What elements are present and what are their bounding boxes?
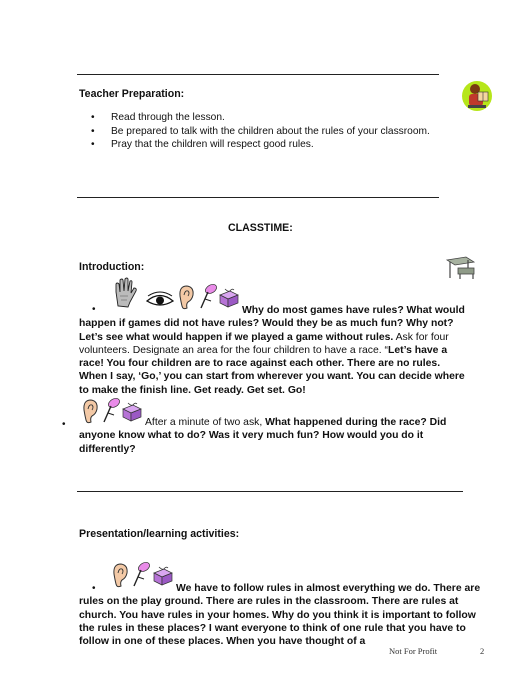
intro-bullet-2: • xyxy=(62,419,66,430)
teacher-prep-list xyxy=(79,111,479,152)
teacher-prep-heading: Teacher Preparation: xyxy=(79,88,185,100)
intro-paragraph-2 xyxy=(79,416,474,456)
list-item: • Pray that the children will respect good rules. xyxy=(79,138,479,152)
intro-bullet: • xyxy=(92,304,96,315)
top-divider xyxy=(77,74,439,75)
intro-paragraph-1 xyxy=(79,304,469,397)
intro-text-normal-1: Ask for four volunteers. Designate an area for the four children to have a race. “ xyxy=(79,331,449,356)
page-number: 2 xyxy=(480,646,485,656)
reading-person-icon xyxy=(460,80,494,112)
presentation-paragraph-1: We have to follow rules in almost everything we do. There are rules on the play ground. There are rules in the classroom. There are rules at church. You have rules in your homes. Why do you think it is important to follow the rules in these places? I want everyone to think of one rule that you have to follow in one of these places. When you have thought of a xyxy=(79,583,481,648)
intro-text-bold-1: Why do most games have rules? What would happen if games did not have rules? Would they be as much fun? Why not? Let’s see what would happen if we played a game without rules. xyxy=(79,305,465,343)
intro-text-normal-2: After a minute of two ask, xyxy=(145,417,266,428)
section-divider xyxy=(77,491,463,492)
intro-text-bold-2: Let’s have a race! You four children are to race against each other. There are no rules. When I say, ‘Go,’ you can start from wherever you want. You can decide where to make the finish line. Get ready. Get set. Go! xyxy=(79,344,465,396)
presentation-bullet: • xyxy=(92,583,96,594)
intro-text-bold-3: What happened during the race? Did anyone know what to do? Was it very much fun? How would you do it differently? xyxy=(79,417,447,455)
classtime-heading: CLASSTIME: xyxy=(228,222,293,234)
list-item: • Read through the lesson. xyxy=(79,111,479,125)
section-divider xyxy=(77,197,439,198)
presentation-heading: Presentation/learning activities: xyxy=(79,528,240,540)
list-item: • Be prepared to talk with the children about the rules of your classroom. xyxy=(79,125,479,139)
school-desk-icon xyxy=(444,252,478,280)
footer-text: Not For Profit xyxy=(389,646,438,656)
introduction-heading: Introduction: xyxy=(79,261,145,273)
